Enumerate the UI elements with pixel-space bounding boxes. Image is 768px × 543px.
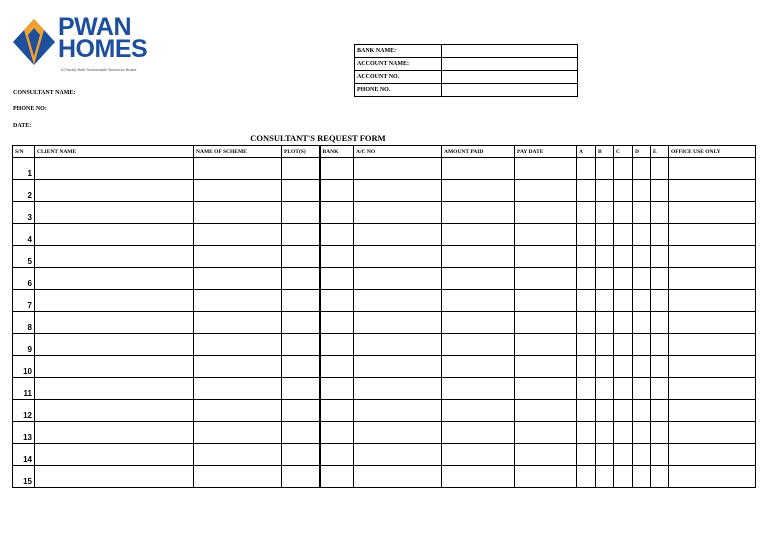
table-cell[interactable] (320, 356, 354, 378)
table-cell[interactable] (35, 422, 194, 444)
table-cell[interactable] (282, 202, 320, 224)
table-cell[interactable] (651, 268, 669, 290)
table-cell[interactable] (669, 400, 756, 422)
table-cell[interactable] (354, 466, 442, 488)
table-cell[interactable] (194, 158, 282, 180)
table-cell[interactable] (35, 378, 194, 400)
table-cell[interactable] (614, 202, 633, 224)
request-form-table (12, 145, 756, 488)
table-cell[interactable] (320, 224, 354, 246)
table-row (13, 202, 756, 224)
table-cell[interactable] (577, 158, 596, 180)
table-cell[interactable] (442, 466, 515, 488)
table-cell[interactable] (669, 444, 756, 466)
table-cell[interactable] (596, 400, 614, 422)
row-number: 13 (13, 422, 35, 444)
bank-name-field[interactable] (442, 45, 578, 58)
table-cell[interactable] (614, 246, 633, 268)
account-name-label: ACCOUNT NAME: (355, 58, 442, 71)
table-cell[interactable] (194, 378, 282, 400)
table-cell[interactable] (320, 180, 354, 202)
row-number: 7 (13, 290, 35, 312)
table-cell[interactable] (320, 246, 354, 268)
date-label: DATE: (13, 123, 32, 129)
table-cell[interactable] (596, 268, 614, 290)
table-cell[interactable] (651, 334, 669, 356)
table-cell[interactable] (651, 378, 669, 400)
table-cell[interactable] (614, 400, 633, 422)
table-cell[interactable] (515, 444, 577, 466)
table-cell[interactable] (320, 400, 354, 422)
table-cell[interactable] (354, 158, 442, 180)
table-cell[interactable] (35, 268, 194, 290)
table-cell[interactable] (320, 268, 354, 290)
table-cell[interactable] (282, 158, 320, 180)
table-cell[interactable] (282, 466, 320, 488)
row-number: 14 (13, 444, 35, 466)
table-cell[interactable] (442, 158, 515, 180)
row-number: 6 (13, 268, 35, 290)
table-cell[interactable] (515, 378, 577, 400)
table-cell[interactable] (194, 268, 282, 290)
table-row (13, 290, 756, 312)
column-header: AMOUNT PAID (442, 146, 515, 158)
table-cell[interactable] (282, 312, 320, 334)
table-cell[interactable] (442, 290, 515, 312)
form-title: CONSULTANT'S REQUEST FORM (250, 133, 386, 143)
table-cell[interactable] (669, 356, 756, 378)
table-cell[interactable] (614, 378, 633, 400)
table-cell[interactable] (577, 466, 596, 488)
bank-phone-field[interactable] (442, 84, 578, 97)
row-number: 10 (13, 356, 35, 378)
table-cell[interactable] (669, 378, 756, 400)
table-cell[interactable] (194, 290, 282, 312)
table-cell[interactable] (515, 268, 577, 290)
table-cell[interactable] (35, 466, 194, 488)
table-cell[interactable] (596, 378, 614, 400)
table-cell[interactable] (35, 246, 194, 268)
table-cell[interactable] (442, 180, 515, 202)
table-row (13, 400, 756, 422)
table-row (13, 334, 756, 356)
row-number: 5 (13, 246, 35, 268)
table-header-row (13, 146, 756, 158)
column-header: A (577, 146, 596, 158)
table-cell[interactable] (633, 224, 651, 246)
row-number: 12 (13, 400, 35, 422)
row-number: 1 (13, 158, 35, 180)
table-cell[interactable] (596, 444, 614, 466)
table-cell[interactable] (35, 180, 194, 202)
table-cell[interactable] (282, 400, 320, 422)
table-row (13, 422, 756, 444)
table-cell[interactable] (633, 378, 651, 400)
logo-tagline: A Family Built Sustainable Business Brand (61, 67, 137, 72)
table-cell[interactable] (35, 312, 194, 334)
table-cell[interactable] (669, 158, 756, 180)
table-cell[interactable] (614, 180, 633, 202)
table-cell[interactable] (614, 356, 633, 378)
table-cell[interactable] (282, 224, 320, 246)
table-cell[interactable] (515, 224, 577, 246)
table-row (13, 268, 756, 290)
table-cell[interactable] (633, 312, 651, 334)
table-cell[interactable] (669, 290, 756, 312)
table-cell[interactable] (651, 224, 669, 246)
table-cell[interactable] (442, 312, 515, 334)
table-cell[interactable] (669, 312, 756, 334)
table-cell[interactable] (669, 180, 756, 202)
table-row (13, 466, 756, 488)
table-cell[interactable] (596, 158, 614, 180)
table-cell[interactable] (442, 334, 515, 356)
table-cell[interactable] (633, 202, 651, 224)
account-no-label: ACCOUNT NO. (355, 71, 442, 84)
table-cell[interactable] (320, 378, 354, 400)
table-cell[interactable] (669, 246, 756, 268)
table-cell[interactable] (633, 466, 651, 488)
table-cell[interactable] (442, 356, 515, 378)
table-cell[interactable] (282, 356, 320, 378)
table-cell[interactable] (194, 224, 282, 246)
table-row (13, 356, 756, 378)
table-cell[interactable] (577, 180, 596, 202)
table-cell[interactable] (669, 422, 756, 444)
table-cell[interactable] (614, 422, 633, 444)
table-cell[interactable] (596, 466, 614, 488)
table-cell[interactable] (354, 378, 442, 400)
table-cell[interactable] (577, 400, 596, 422)
table-cell[interactable] (596, 290, 614, 312)
table-cell[interactable] (194, 312, 282, 334)
table-cell[interactable] (354, 290, 442, 312)
table-cell[interactable] (354, 202, 442, 224)
table-cell[interactable] (282, 422, 320, 444)
table-cell[interactable] (35, 202, 194, 224)
table-cell[interactable] (577, 290, 596, 312)
column-header: NAME OF SCHEME (194, 146, 282, 158)
table-cell[interactable] (354, 246, 442, 268)
table-cell[interactable] (577, 378, 596, 400)
bank-row (355, 71, 578, 84)
table-cell[interactable] (354, 422, 442, 444)
table-cell[interactable] (614, 290, 633, 312)
table-cell[interactable] (515, 290, 577, 312)
table-cell[interactable] (515, 422, 577, 444)
row-number: 3 (13, 202, 35, 224)
table-cell[interactable] (633, 422, 651, 444)
table-cell[interactable] (596, 422, 614, 444)
column-header: CLIENT NAME (35, 146, 194, 158)
row-number: 11 (13, 378, 35, 400)
logo-line-1: PWAN (58, 13, 131, 41)
table-cell[interactable] (442, 422, 515, 444)
table-cell[interactable] (354, 356, 442, 378)
table-cell[interactable] (614, 312, 633, 334)
table-cell[interactable] (596, 312, 614, 334)
account-no-field[interactable] (442, 71, 578, 84)
table-cell[interactable] (651, 466, 669, 488)
column-header: A/C NO (354, 146, 442, 158)
table-cell[interactable] (442, 246, 515, 268)
table-cell[interactable] (35, 334, 194, 356)
table-row (13, 378, 756, 400)
table-cell[interactable] (669, 334, 756, 356)
table-cell[interactable] (354, 312, 442, 334)
table-cell[interactable] (669, 268, 756, 290)
column-header: C (614, 146, 633, 158)
table-cell[interactable] (354, 444, 442, 466)
table-cell[interactable] (577, 356, 596, 378)
table-cell[interactable] (442, 224, 515, 246)
table-cell[interactable] (669, 202, 756, 224)
bank-details-table (354, 44, 578, 97)
table-cell[interactable] (35, 400, 194, 422)
column-header: D (633, 146, 651, 158)
diamond-logo-icon (12, 18, 56, 66)
row-number: 2 (13, 180, 35, 202)
table-cell[interactable] (442, 444, 515, 466)
table-cell[interactable] (35, 356, 194, 378)
table-cell[interactable] (651, 312, 669, 334)
consultant-phone-label: PHONE NO: (13, 106, 47, 112)
table-cell[interactable] (320, 422, 354, 444)
column-header: E (651, 146, 669, 158)
table-cell[interactable] (596, 202, 614, 224)
table-cell[interactable] (596, 224, 614, 246)
table-cell[interactable] (194, 422, 282, 444)
table-cell[interactable] (633, 400, 651, 422)
table-cell[interactable] (633, 246, 651, 268)
column-header: BANK (320, 146, 354, 158)
pwan-homes-logo (12, 14, 152, 74)
row-number: 4 (13, 224, 35, 246)
table-cell[interactable] (651, 400, 669, 422)
table-cell[interactable] (320, 334, 354, 356)
table-cell[interactable] (633, 290, 651, 312)
table-cell[interactable] (577, 312, 596, 334)
column-header: S/N (13, 146, 35, 158)
table-cell[interactable] (515, 158, 577, 180)
table-cell[interactable] (282, 444, 320, 466)
table-cell[interactable] (35, 444, 194, 466)
table-cell[interactable] (194, 444, 282, 466)
table-cell[interactable] (596, 356, 614, 378)
table-cell[interactable] (282, 268, 320, 290)
table-cell[interactable] (633, 158, 651, 180)
table-cell[interactable] (194, 400, 282, 422)
table-row (13, 180, 756, 202)
table-cell[interactable] (354, 180, 442, 202)
table-cell[interactable] (614, 158, 633, 180)
table-cell[interactable] (320, 290, 354, 312)
table-cell[interactable] (35, 224, 194, 246)
logo-wordmark (58, 13, 148, 63)
table-cell[interactable] (577, 202, 596, 224)
table-cell[interactable] (614, 224, 633, 246)
table-cell[interactable] (282, 180, 320, 202)
bank-row (355, 84, 578, 97)
bank-name-label: BANK NAME: (355, 45, 442, 58)
table-row (13, 158, 756, 180)
table-cell[interactable] (515, 312, 577, 334)
table-cell[interactable] (354, 268, 442, 290)
table-cell[interactable] (442, 202, 515, 224)
table-cell[interactable] (35, 158, 194, 180)
table-cell[interactable] (614, 466, 633, 488)
bank-row (355, 45, 578, 58)
table-row (13, 246, 756, 268)
bank-row (355, 58, 578, 71)
table-cell[interactable] (515, 356, 577, 378)
table-cell[interactable] (282, 246, 320, 268)
table-cell[interactable] (194, 466, 282, 488)
account-name-field[interactable] (442, 58, 578, 71)
table-cell[interactable] (633, 180, 651, 202)
table-cell[interactable] (651, 356, 669, 378)
table-cell[interactable] (320, 202, 354, 224)
table-cell[interactable] (320, 158, 354, 180)
table-cell[interactable] (577, 268, 596, 290)
consultant-name-label: CONSULTANT NAME: (13, 90, 76, 96)
table-cell[interactable] (651, 180, 669, 202)
table-cell[interactable] (577, 422, 596, 444)
table-cell[interactable] (354, 224, 442, 246)
table-cell[interactable] (633, 444, 651, 466)
table-cell[interactable] (651, 246, 669, 268)
table-cell[interactable] (515, 334, 577, 356)
table-cell[interactable] (282, 334, 320, 356)
table-cell[interactable] (651, 422, 669, 444)
table-cell[interactable] (320, 444, 354, 466)
table-cell[interactable] (577, 224, 596, 246)
table-cell[interactable] (515, 400, 577, 422)
table-cell[interactable] (442, 400, 515, 422)
table-cell[interactable] (577, 444, 596, 466)
table-row (13, 444, 756, 466)
table-cell[interactable] (633, 334, 651, 356)
table-cell[interactable] (515, 202, 577, 224)
column-header: B (596, 146, 614, 158)
table-cell[interactable] (515, 180, 577, 202)
table-cell[interactable] (194, 180, 282, 202)
table-cell[interactable] (194, 202, 282, 224)
table-cell[interactable] (577, 246, 596, 268)
table-cell[interactable] (194, 356, 282, 378)
table-cell[interactable] (35, 290, 194, 312)
table-cell[interactable] (577, 334, 596, 356)
logo-line-2: HOMES (58, 35, 148, 63)
row-number: 9 (13, 334, 35, 356)
table-cell[interactable] (669, 466, 756, 488)
row-number: 15 (13, 466, 35, 488)
table-cell[interactable] (282, 290, 320, 312)
row-number: 8 (13, 312, 35, 334)
table-cell[interactable] (651, 202, 669, 224)
table-cell[interactable] (596, 334, 614, 356)
table-cell[interactable] (442, 268, 515, 290)
column-header: PLOT(S) (282, 146, 320, 158)
table-cell[interactable] (614, 334, 633, 356)
table-cell[interactable] (282, 378, 320, 400)
table-cell[interactable] (194, 334, 282, 356)
table-cell[interactable] (596, 246, 614, 268)
column-header: PAY DATE (515, 146, 577, 158)
table-cell[interactable] (442, 378, 515, 400)
bank-phone-label: PHONE NO. (355, 84, 442, 97)
table-cell[interactable] (320, 466, 354, 488)
table-cell[interactable] (354, 400, 442, 422)
column-header: OFFICE USE ONLY (669, 146, 756, 158)
table-cell[interactable] (515, 466, 577, 488)
table-cell[interactable] (515, 246, 577, 268)
table-row (13, 224, 756, 246)
table-cell[interactable] (614, 444, 633, 466)
table-cell[interactable] (320, 312, 354, 334)
table-cell[interactable] (354, 334, 442, 356)
table-cell[interactable] (651, 444, 669, 466)
table-cell[interactable] (669, 224, 756, 246)
table-row (13, 312, 756, 334)
table-cell[interactable] (614, 268, 633, 290)
table-cell[interactable] (633, 356, 651, 378)
table-cell[interactable] (194, 246, 282, 268)
table-cell[interactable] (596, 180, 614, 202)
table-cell[interactable] (651, 158, 669, 180)
table-cell[interactable] (633, 268, 651, 290)
table-cell[interactable] (651, 290, 669, 312)
